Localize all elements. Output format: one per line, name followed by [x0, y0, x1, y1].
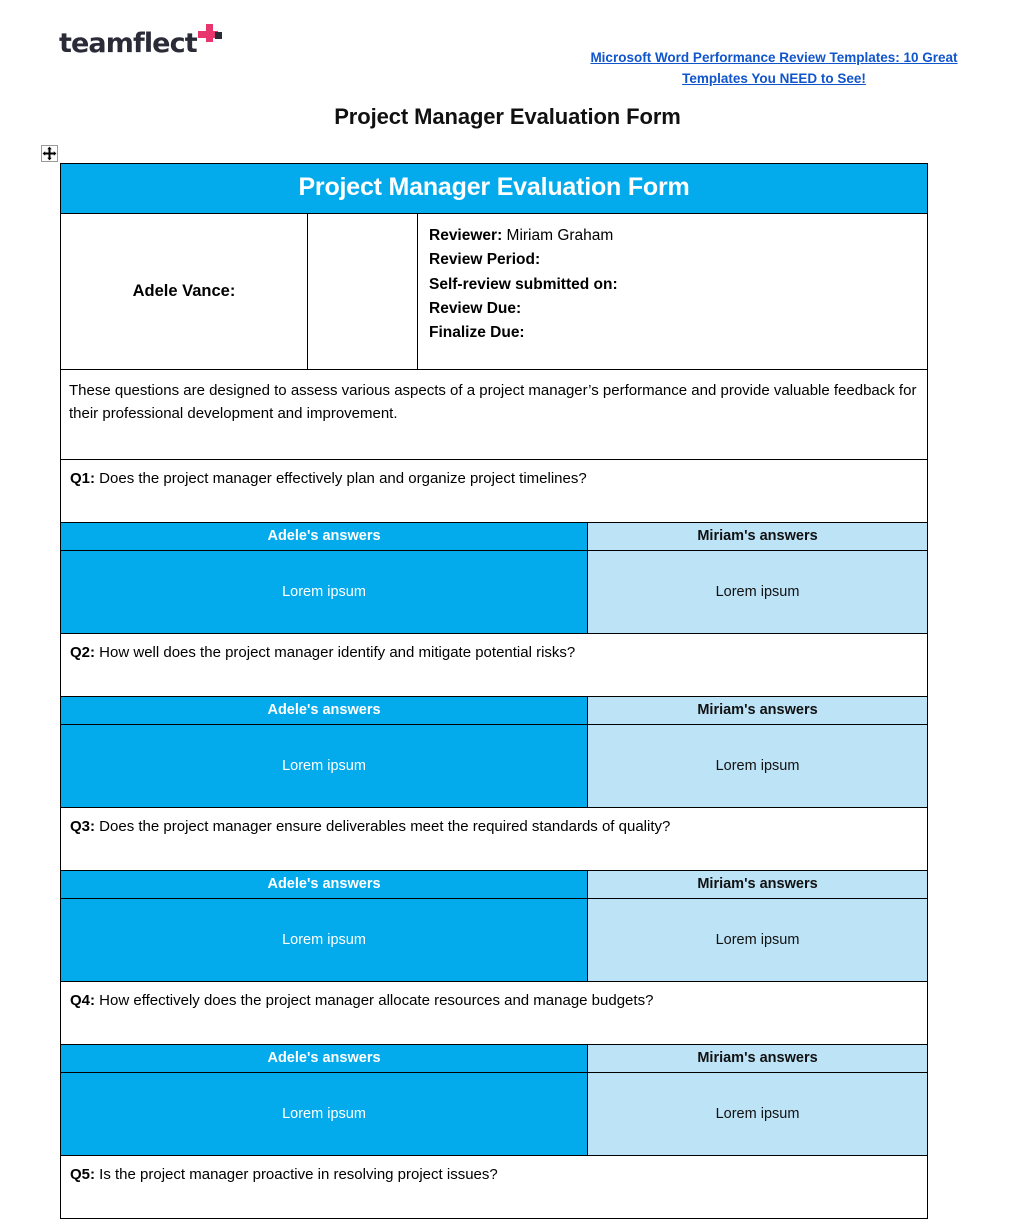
- table-row-answer-headers: [61, 1045, 928, 1073]
- question-number-q2: Q2:: [70, 644, 96, 661]
- question-number-q4: Q4:: [70, 992, 96, 1009]
- question-text-q4: [70, 990, 917, 1012]
- question-body-q3: Does the project manager ensure deliverables meet the required standards of quality?: [95, 818, 671, 835]
- form-banner-title: Project Manager Evaluation Form: [298, 173, 690, 201]
- meta-label-review-due: Review Due:: [429, 299, 522, 317]
- table-row-question: [61, 1156, 928, 1219]
- answer-header-left-q2: Adele's answers: [61, 697, 588, 725]
- question-text-q1: [70, 468, 917, 490]
- evaluation-form-body: [61, 164, 928, 1219]
- intro-cell: [61, 370, 928, 460]
- meta-label-review-period: Review Period:: [429, 251, 541, 269]
- question-cell-q5: [61, 1156, 928, 1219]
- question-text-q2: [70, 642, 917, 664]
- evaluation-form-table: [60, 163, 928, 1219]
- question-body-q1: Does the project manager effectively plan and organize project timelines?: [95, 470, 587, 487]
- table-row-employee-info: [61, 214, 928, 370]
- table-row-answer-headers: [61, 871, 928, 899]
- meta-label-reviewer: Reviewer:: [429, 227, 503, 244]
- question-number-q3: Q3:: [70, 818, 96, 835]
- meta-label-self-review: Self-review submitted on:: [429, 275, 618, 293]
- answer-header-left-q4: Adele's answers: [61, 1045, 588, 1073]
- question-text-q5: [70, 1164, 917, 1186]
- answer-header-right-q1: Miriam's answers: [588, 523, 928, 551]
- answer-left-q4[interactable]: Lorem ipsum: [61, 1073, 588, 1156]
- table-row-answers: [61, 551, 928, 634]
- question-body-q4: How effectively does the project manager allocate resources and manage budgets?: [95, 992, 654, 1009]
- table-row-banner: [61, 164, 928, 214]
- answer-header-left-q3: Adele's answers: [61, 871, 588, 899]
- intro-text: These questions are designed to assess various aspects of a project manager’s performance and provide valuable feedback for their professional development and improvement.: [69, 382, 917, 422]
- table-row-question: [61, 808, 928, 871]
- answer-header-right-q3: Miriam's answers: [588, 871, 928, 899]
- meta-row-review-period: [429, 248, 927, 272]
- table-row-answers: [61, 725, 928, 808]
- answer-right-q4[interactable]: Lorem ipsum: [588, 1073, 928, 1156]
- question-text-q3: [70, 816, 917, 838]
- spacer-cell: [308, 214, 418, 370]
- meta-value-reviewer: Miriam Graham: [502, 227, 614, 244]
- meta-row-finalize-due: [429, 321, 927, 345]
- question-body-q2: How well does the project manager identify and mitigate potential risks?: [95, 644, 576, 661]
- answer-header-left-q1: Adele's answers: [61, 523, 588, 551]
- table-row-answer-headers: [61, 523, 928, 551]
- answer-right-q2[interactable]: Lorem ipsum: [588, 725, 928, 808]
- table-row-question: [61, 982, 928, 1045]
- teamflect-logo: [59, 30, 224, 57]
- answer-right-q1[interactable]: Lorem ipsum: [588, 551, 928, 634]
- question-number-q1: Q1:: [70, 470, 96, 487]
- form-banner-cell: [61, 164, 928, 214]
- question-body-q5: Is the project manager proactive in resolving project issues?: [95, 1166, 498, 1183]
- employee-name-cell: Adele Vance:: [61, 214, 308, 370]
- answer-right-q3[interactable]: Lorem ipsum: [588, 899, 928, 982]
- meta-row-reviewer: [429, 224, 927, 248]
- table-row-answer-headers: [61, 697, 928, 725]
- meta-label-finalize-due: Finalize Due:: [429, 324, 525, 342]
- question-cell-q1: [61, 460, 928, 523]
- page-title: Project Manager Evaluation Form: [334, 104, 681, 129]
- table-row-answers: [61, 1073, 928, 1156]
- question-cell-q4: [61, 982, 928, 1045]
- table-row-intro: [61, 370, 928, 460]
- answer-left-q2[interactable]: Lorem ipsum: [61, 725, 588, 808]
- question-number-q5: Q5:: [70, 1166, 96, 1183]
- table-move-handle-icon[interactable]: [41, 145, 58, 162]
- meta-row-self-review: [429, 273, 927, 297]
- page-header: [0, 0, 1015, 100]
- answer-header-right-q4: Miriam's answers: [588, 1045, 928, 1073]
- answer-header-right-q2: Miriam's answers: [588, 697, 928, 725]
- answer-left-q3[interactable]: Lorem ipsum: [61, 899, 588, 982]
- table-row-question: [61, 634, 928, 697]
- table-row-question: [61, 460, 928, 523]
- review-meta-cell: [418, 214, 928, 370]
- table-row-answers: [61, 899, 928, 982]
- performance-review-templates-link[interactable]: Microsoft Word Performance Review Templates: 10 Great Templates You NEED to See!: [590, 50, 958, 86]
- logo-wordmark: teamflect: [59, 28, 197, 59]
- question-cell-q3: [61, 808, 928, 871]
- answer-left-q1[interactable]: Lorem ipsum: [61, 551, 588, 634]
- logo-plus-icon: [198, 24, 224, 50]
- meta-row-review-due: [429, 297, 927, 321]
- question-cell-q2: [61, 634, 928, 697]
